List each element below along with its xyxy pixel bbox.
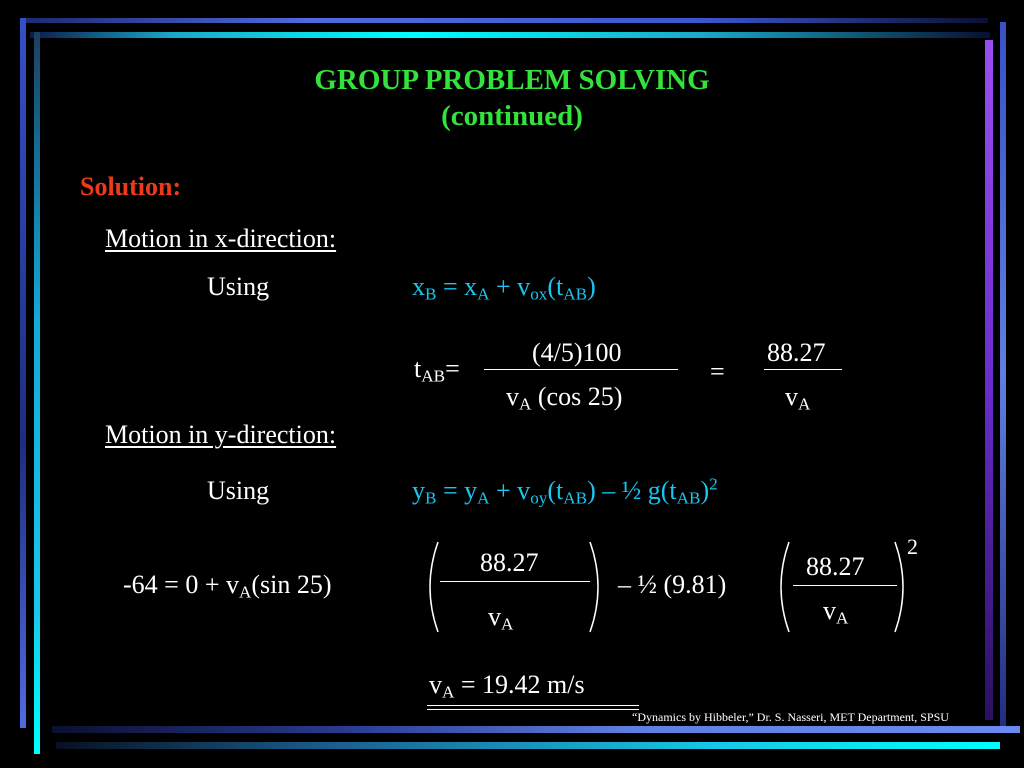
title-line-1: GROUP PROBLEM SOLVING xyxy=(314,64,710,96)
tab-denominator: $v_A$ (cos 25) xyxy=(506,382,623,414)
result-velocity: $v_A = 19.42$ m/s xyxy=(429,670,585,702)
tab-result-denominator: $v_A$ xyxy=(785,382,811,414)
left-paren-1 xyxy=(420,540,442,634)
tab-equals: = xyxy=(710,357,725,386)
x-using-label: Using xyxy=(207,272,270,301)
x-position-equation: $x_B = x_A + v_{ox}(t_{AB})$ xyxy=(412,272,596,304)
right-paren-1 xyxy=(586,540,608,634)
y-using-label: Using xyxy=(207,476,270,505)
slide-title xyxy=(0,62,1024,134)
squared-exponent: 2 xyxy=(907,534,918,559)
result-underline-2 xyxy=(427,709,639,710)
frac1-denominator: $v_A$ xyxy=(488,602,514,634)
tab-result-numerator: 88.27 xyxy=(767,338,826,367)
bottom-frame-bar-outer xyxy=(52,726,1020,733)
frac1-line xyxy=(440,581,590,582)
result-underline-1 xyxy=(427,705,639,706)
citation-footer: “Dynamics by Hibbeler,” Dr. S. Nasseri, MET Department, SPSU xyxy=(632,710,949,724)
right-frame-bar-purple xyxy=(985,40,993,720)
top-frame-bar-inner xyxy=(30,32,990,38)
tab-lhs: $t_{AB}=$ xyxy=(414,354,460,386)
frac2-numerator: 88.27 xyxy=(806,552,865,581)
left-frame-bar-inner xyxy=(34,32,40,754)
y-position-equation: $y_B = y_A + v_{oy}(t_{AB})$ – ½ $g(t_{AB})^2$ xyxy=(412,474,718,508)
title-line-2: (continued) xyxy=(441,100,583,132)
solution-label: Solution: xyxy=(80,172,182,201)
tab-numerator: (4/5)100 xyxy=(532,338,622,367)
y-direction-heading: Motion in y-direction: xyxy=(105,420,337,449)
left-paren-2 xyxy=(771,540,793,634)
tab-result-fraction-line xyxy=(764,369,842,370)
x-direction-heading: Motion in x-direction: xyxy=(105,224,337,253)
bottom-frame-bar-inner xyxy=(56,742,1000,749)
y-equation-lhs: $-64 = 0 + v_A(\sin$ 25) xyxy=(123,570,332,602)
top-frame-bar-outer xyxy=(20,18,988,23)
frac2-denominator: $v_A$ xyxy=(823,596,849,628)
frac2-line xyxy=(793,585,897,586)
frac1-numerator: 88.27 xyxy=(480,548,539,577)
gravity-term: – ½ (9.81) xyxy=(618,570,727,599)
tab-fraction-line xyxy=(484,369,678,370)
